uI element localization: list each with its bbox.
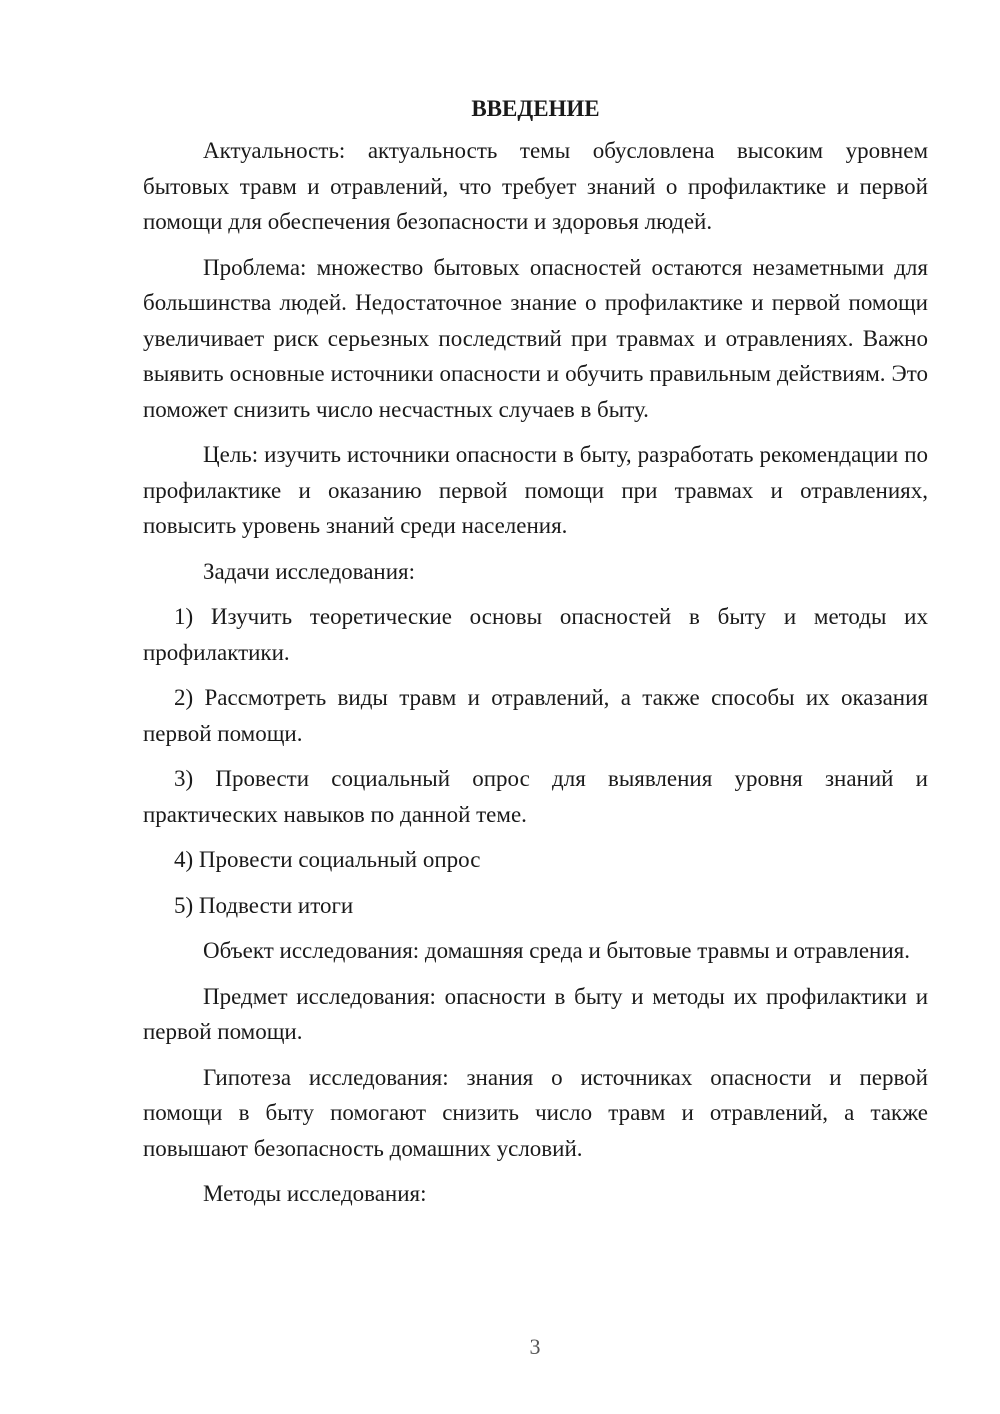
paragraph-object: Объект исследования: домашняя среда и бытовые травмы и отравления. <box>203 938 910 963</box>
document-page <box>143 96 928 1212</box>
list-item-task-4: 4) Провести социальный опрос <box>174 847 481 872</box>
methods-heading: Методы исследования: <box>203 1181 427 1206</box>
paragraph-hypothesis: Гипотеза исследования: знания о источниках опасности и первой помощи в быту помогают снизить число травм и отравлений, а также повышают безопасность домашних условий. <box>143 1064 928 1161</box>
list-item-task-1: 1) Изучить теоретические основы опасностей в быту и методы их профилактики. <box>143 604 928 665</box>
list-item-task-2: 2) Рассмотреть виды травм и отравлений, а также способы их оказания первой помощи. <box>143 685 928 746</box>
list-item-task-5: 5) Подвести итоги <box>174 892 354 918</box>
section-title: ВВЕДЕНИЕ <box>471 96 600 121</box>
paragraph-relevance: Актуальность: актуальность темы обусловлена высоким уровнем бытовых травм и отравлений, что требует знаний о профилактике и первой помощи для обеспечения безопасности и здоровья людей. <box>143 138 928 234</box>
paragraph-subject: Предмет исследования: опасности в быту и методы их профилактики и первой помощи. <box>143 983 928 1044</box>
list-item-task-3: 3) Провести социальный опрос для выявления уровня знаний и практических навыков по данной теме. <box>143 766 928 827</box>
tasks-heading: Задачи исследования: <box>203 558 416 584</box>
paragraph-goal: Цель: изучить источники опасности в быту, разработать рекомендации по профилактике и оказанию первой помощи при травмах и отравлениях, повысить уровень знаний среди населения. <box>143 442 928 538</box>
page-number: 3 <box>529 1334 541 1359</box>
paragraph-problem: Проблема: множество бытовых опасностей остаются незаметными для большинства людей. Недостаточное знание о профилактике и первой помощи увеличивает риск серьезных последствий при травмах и отравлениях. Важно выявить основные источники опасности и обучить правильным действиям. Это поможет снизить число несчастных случаев в быту. <box>143 254 928 422</box>
